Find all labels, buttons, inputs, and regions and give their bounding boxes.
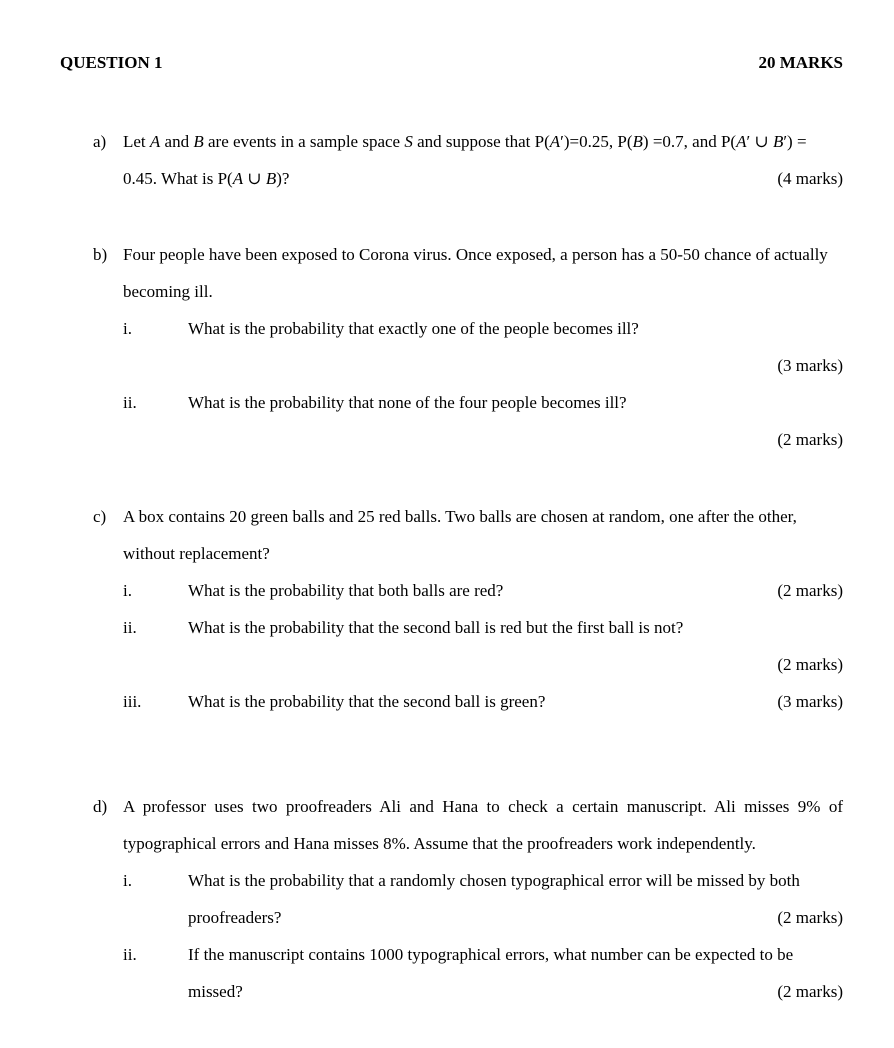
- part-c-sub-iii: [123, 683, 843, 720]
- question-part-a: [60, 123, 843, 197]
- sub-body: [188, 572, 843, 609]
- part-d-sub-i: [123, 862, 843, 936]
- sub-label: iii.: [123, 692, 142, 711]
- part-b-sub-ii: [123, 384, 843, 458]
- sub-body: [188, 310, 843, 347]
- sub-marks: (2 marks): [777, 581, 843, 600]
- part-b-row: [93, 236, 843, 310]
- part-b-text: Four people have been exposed to Corona virus. Once exposed, a person has a 50-50 chance of actually becoming ill.: [123, 245, 828, 301]
- part-d-row: [93, 788, 843, 862]
- marks-row: [123, 347, 843, 384]
- sub-marks: (3 marks): [777, 692, 843, 711]
- sub-label: i.: [123, 581, 132, 600]
- sub-marks: (2 marks): [777, 908, 843, 927]
- part-a-paragraph: [123, 123, 843, 197]
- sub-text: If the manuscript contains 1000 typographical errors, what number can be expected to be missed?: [188, 945, 794, 1001]
- part-d-label: d): [93, 797, 108, 816]
- sub-body: [188, 683, 843, 720]
- sub-text: What is the probability that exactly one of the people becomes ill?: [188, 319, 639, 338]
- total-marks: 20 MARKS: [758, 53, 843, 72]
- part-a-row: [93, 123, 843, 197]
- sub-row: [123, 609, 843, 646]
- part-c-label: c): [93, 507, 107, 526]
- question-part-b: [60, 236, 843, 458]
- part-a-marks: (4 marks): [777, 169, 843, 188]
- part-c-paragraph: [123, 498, 843, 572]
- part-b-sub-i: [123, 310, 843, 384]
- part-d-paragraph: [123, 788, 843, 862]
- part-b-label: b): [93, 245, 108, 264]
- sub-row: [123, 572, 843, 609]
- question-part-d: [60, 788, 843, 1010]
- sub-row: [123, 936, 843, 1010]
- sub-text: What is the probability that none of the four people becomes ill?: [188, 393, 627, 412]
- question-part-c: [60, 498, 843, 720]
- marks-row: [123, 646, 843, 683]
- sub-marks: (3 marks): [777, 356, 843, 375]
- part-d-text: A professor uses two proofreaders Ali and Hana to check a certain manuscript. Ali misses 9% of typographical errors and Hana misses 8%. Assume that the proofreaders work independently.: [123, 797, 843, 853]
- sub-row: [123, 683, 843, 720]
- part-a-label: a): [93, 132, 107, 151]
- part-b-paragraph: [123, 236, 843, 310]
- marks-row: [123, 421, 843, 458]
- sub-label: i.: [123, 319, 132, 338]
- sub-body: [188, 936, 843, 1010]
- part-d-sub-ii: [123, 936, 843, 1010]
- sub-body: [188, 384, 843, 421]
- question-header: [60, 44, 843, 81]
- sub-marks: (2 marks): [777, 982, 843, 1001]
- sub-label: i.: [123, 871, 132, 890]
- sub-text: What is the probability that the second ball is green?: [188, 692, 546, 711]
- sub-label: ii.: [123, 945, 137, 964]
- sub-body: [188, 609, 843, 646]
- sub-text: What is the probability that both balls are red?: [188, 581, 504, 600]
- sub-row: [123, 384, 843, 421]
- question-title: QUESTION 1: [60, 53, 163, 72]
- part-c-sub-ii: [123, 609, 843, 683]
- part-c-row: [93, 498, 843, 572]
- sub-text: What is the probability that a randomly chosen typographical error will be missed by both proofreaders?: [188, 871, 800, 927]
- part-c-text: A box contains 20 green balls and 25 red balls. Two balls are chosen at random, one after the other, without replacement?: [123, 507, 797, 563]
- sub-label: ii.: [123, 393, 137, 412]
- sub-marks: (2 marks): [777, 430, 843, 449]
- sub-label: ii.: [123, 618, 137, 637]
- part-c-sub-i: [123, 572, 843, 609]
- part-a-text: Let A and B are events in a sample space S and suppose that P(A′)=0.25, P(B) =0.7, and P(A′ ∪ B′) = 0.45. What is P(A ∪ B)?: [123, 132, 807, 188]
- sub-marks: (2 marks): [777, 655, 843, 674]
- sub-row: [123, 862, 843, 936]
- sub-body: [188, 862, 843, 936]
- sub-row: [123, 310, 843, 347]
- sub-text: What is the probability that the second ball is red but the first ball is not?: [188, 618, 684, 637]
